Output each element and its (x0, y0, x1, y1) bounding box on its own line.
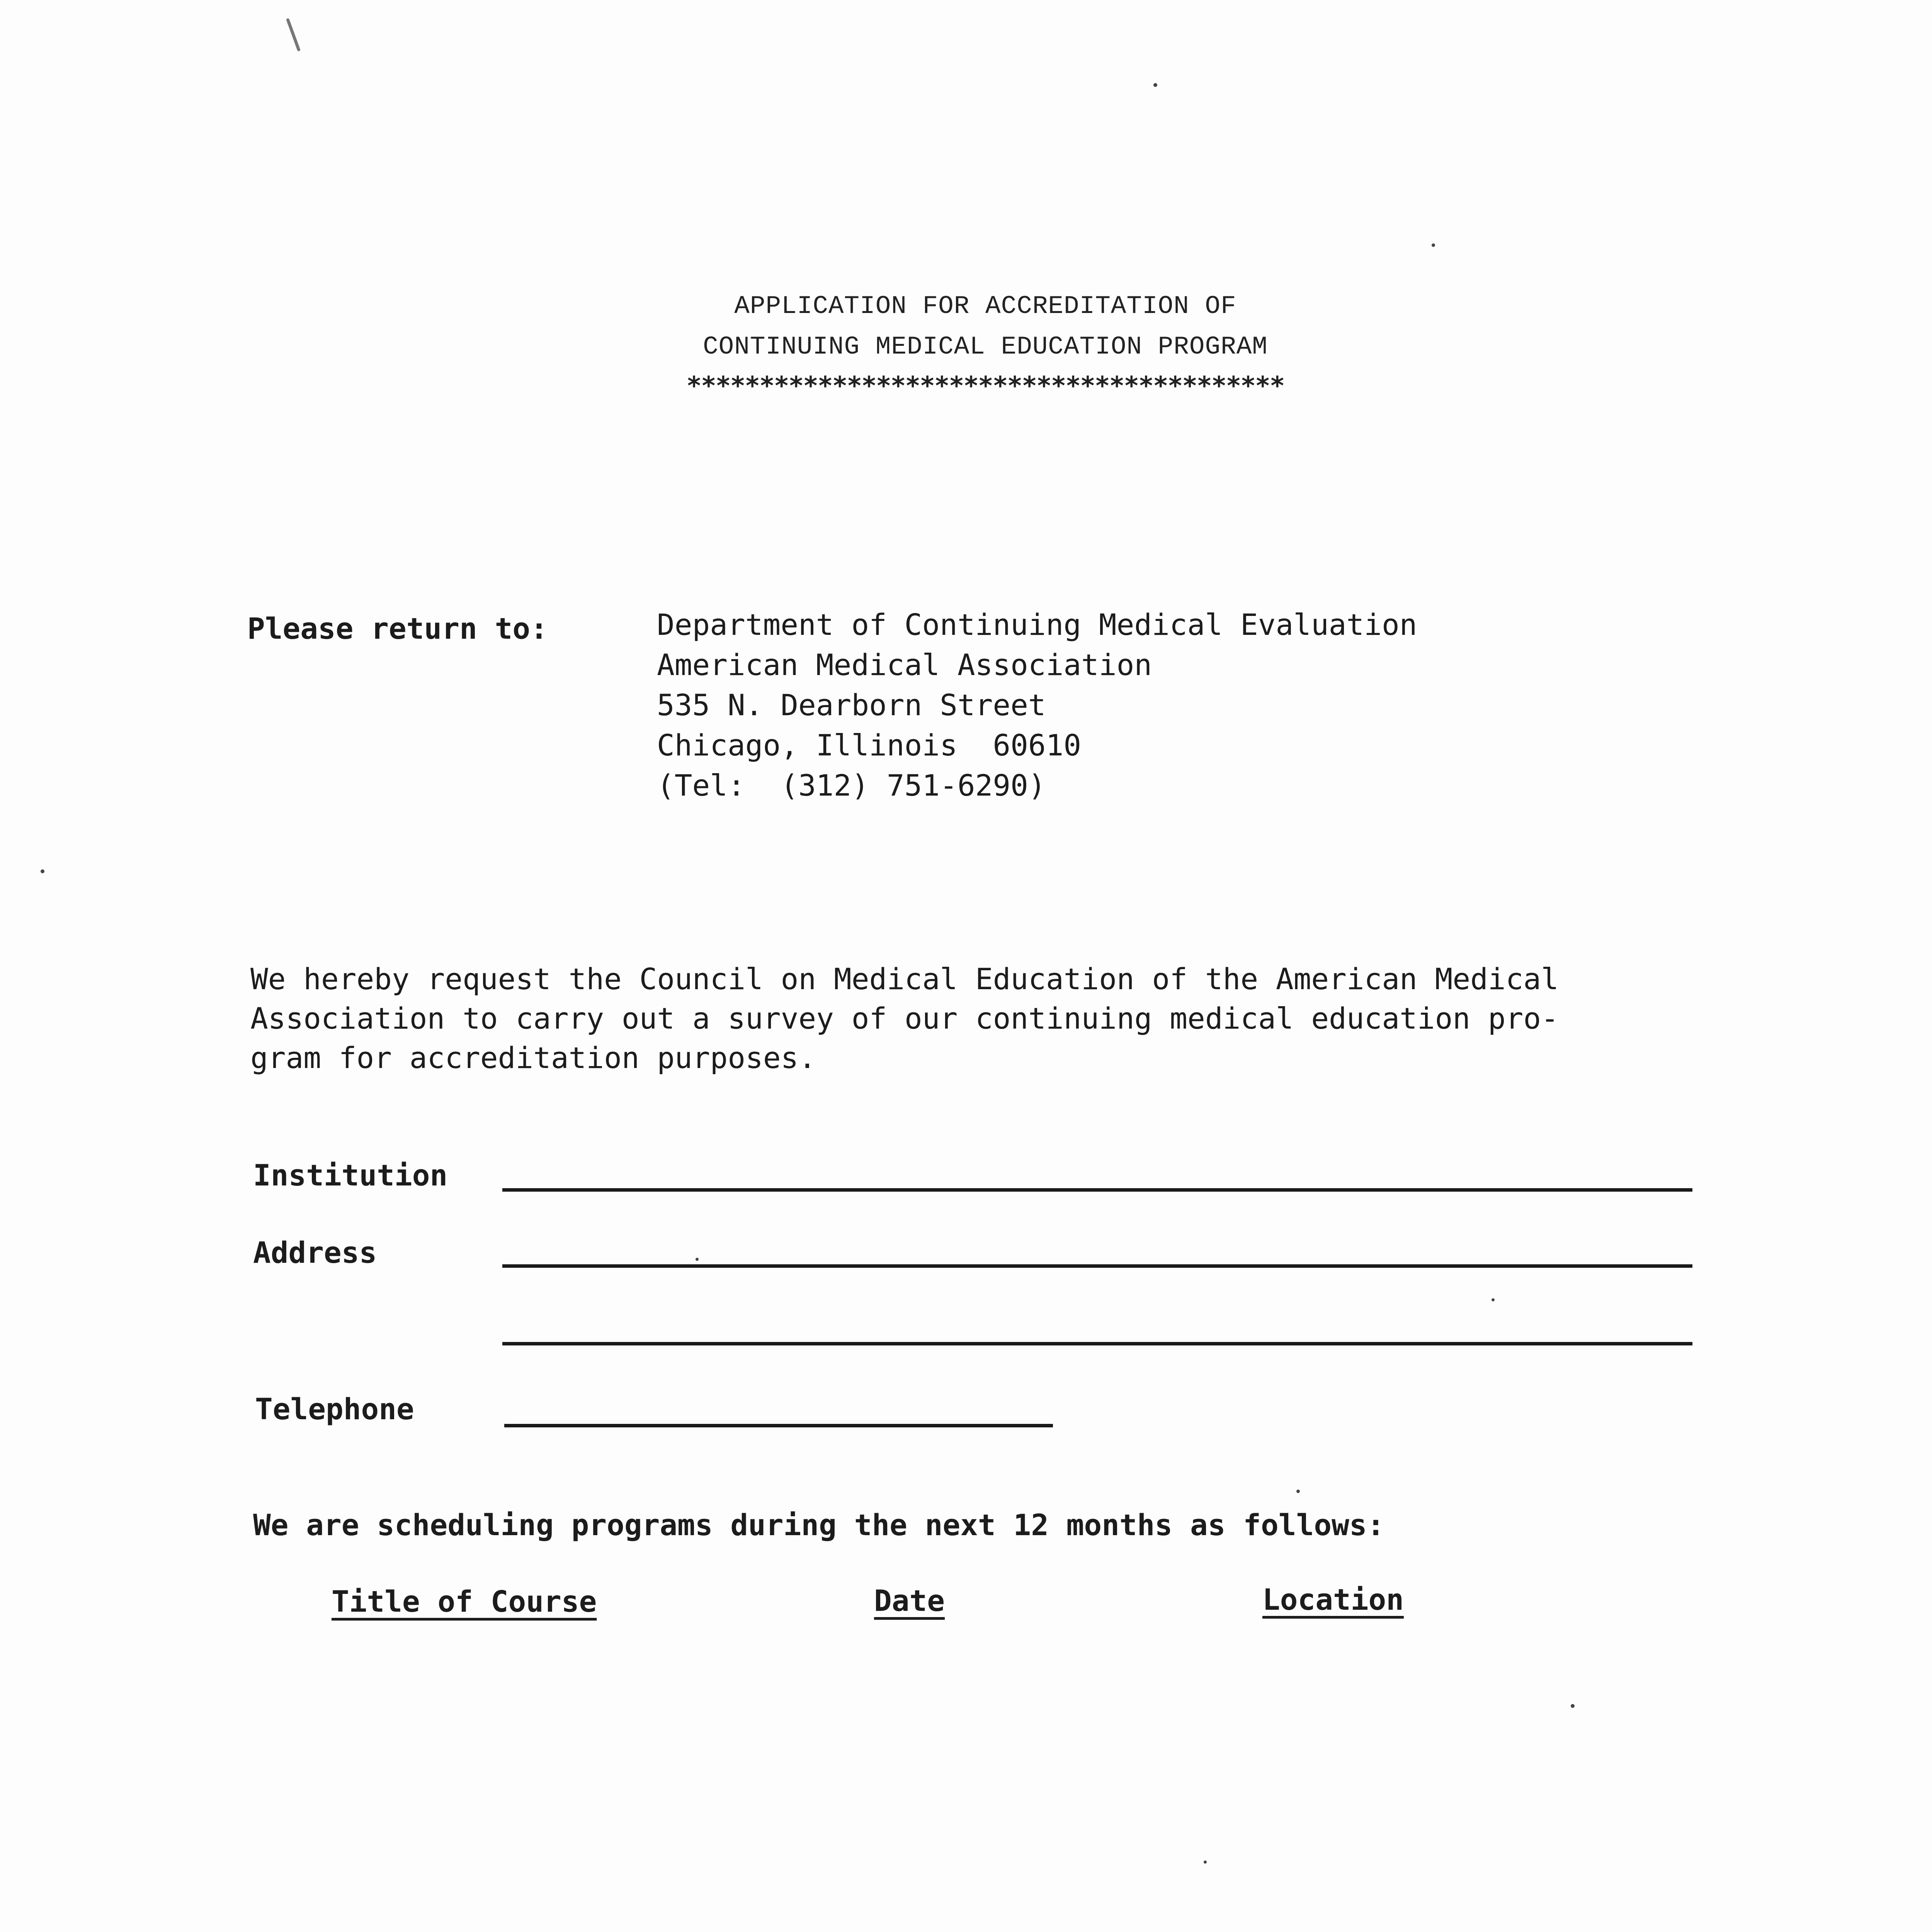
request-paragraph-line-3: gram for accreditation purposes. (250, 1041, 816, 1075)
scan-speck (1571, 1704, 1575, 1708)
address-field-line-1[interactable] (502, 1264, 1692, 1268)
scan-speck (1153, 83, 1157, 87)
address-label: Address (253, 1235, 377, 1270)
institution-field-line[interactable] (502, 1188, 1692, 1192)
scan-speck (1432, 243, 1435, 247)
column-title-of-course: Title of Course (332, 1584, 597, 1619)
scan-speck (1296, 1490, 1300, 1493)
return-address-line-3: 535 N. Dearborn Street (657, 688, 1046, 722)
scan-speck (696, 1258, 699, 1261)
scan-speck (41, 869, 44, 873)
return-address-line-5: (Tel: (312) 751-6290) (657, 768, 1046, 803)
request-paragraph-line-2: Association to carry out a survey of our continuing medical education pro- (250, 1001, 1559, 1036)
telephone-field-line[interactable] (504, 1424, 1053, 1427)
scan-mark (286, 18, 301, 51)
return-address-line-1: Department of Continuing Medical Evaluation (657, 607, 1417, 642)
scan-speck (1204, 1861, 1207, 1864)
return-address-line-4: Chicago, Illinois 60610 (657, 728, 1082, 762)
scan-speck (1492, 1298, 1495, 1301)
schedule-intro: We are scheduling programs during the next 12 months as follows: (253, 1508, 1385, 1542)
form-title-line-1: APPLICATION FOR ACCREDITATION OF (734, 292, 1236, 321)
column-date: Date (874, 1583, 945, 1618)
column-location: Location (1262, 1582, 1404, 1617)
request-paragraph-line-1: We hereby request the Council on Medical Education of the American Medical (250, 962, 1559, 996)
form-title-line-2: CONTINUING MEDICAL EDUCATION PROGRAM (703, 332, 1268, 361)
return-to-label: Please return to: (247, 611, 548, 646)
return-address-line-2: American Medical Association (657, 648, 1152, 682)
address-field-line-2[interactable] (502, 1342, 1692, 1345)
title-asterisk-rule: ***************************************** (686, 371, 1284, 401)
telephone-label: Telephone (255, 1392, 414, 1426)
institution-label: Institution (253, 1158, 448, 1192)
